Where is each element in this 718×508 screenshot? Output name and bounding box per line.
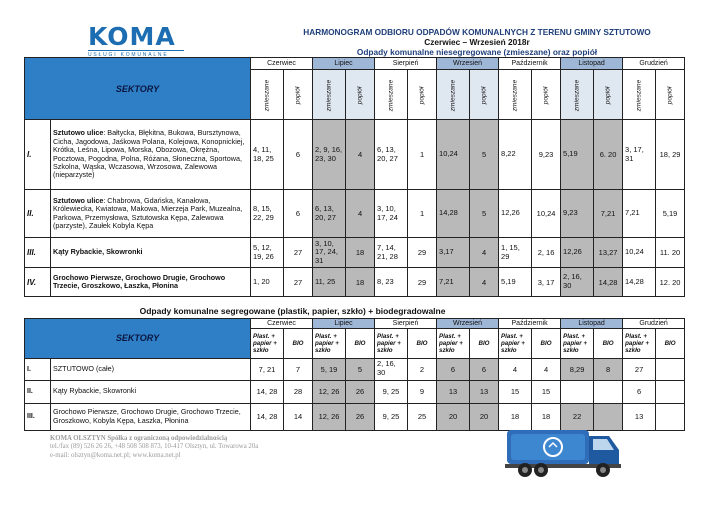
sectors-header: SEKTORY — [25, 318, 251, 358]
date-cell: 27 — [284, 238, 313, 268]
sub-header-bio: BIO — [532, 328, 561, 358]
date-cell: 13 — [437, 380, 470, 403]
month-header: Lipiec — [313, 318, 375, 328]
sector-number: I. — [25, 358, 51, 380]
sub-header-mixed: zmieszane — [499, 70, 532, 120]
date-cell: 12,26 — [499, 190, 532, 238]
date-cell: 4 — [346, 120, 375, 190]
date-cell: 4 — [470, 238, 499, 268]
schedule-table-mixed-waste — [24, 57, 685, 297]
sub-header-ash: popiół — [532, 70, 561, 120]
date-cell: 8,22 — [499, 120, 532, 190]
date-cell: 6 — [623, 380, 656, 403]
date-cell: 7,21 — [594, 190, 623, 238]
date-cell: 2, 16, 30 — [561, 268, 594, 297]
sub-header-plastic: Plast. + papier + szkło — [437, 328, 470, 358]
date-cell: 3, 10, 17, 24, 31 — [313, 238, 346, 268]
footer-contact — [50, 435, 450, 460]
table-row — [25, 380, 685, 403]
date-cell: 8,29 — [561, 358, 594, 380]
date-cell: 7 — [284, 358, 313, 380]
month-header: Grudzień — [623, 58, 685, 70]
date-cell: 4, 11, 18, 25 — [251, 120, 284, 190]
date-cell: 14 — [284, 403, 313, 430]
month-header: Sierpień — [375, 318, 437, 328]
date-cell: 6 — [284, 190, 313, 238]
date-cell: 4 — [532, 358, 561, 380]
sub-header-bio: BIO — [284, 328, 313, 358]
sector-number: IV. — [25, 268, 51, 297]
date-cell: 12. 20 — [656, 268, 685, 297]
sub-header-plastic: Plast. + papier + szkło — [623, 328, 656, 358]
sub-header-plastic: Plast. + papier + szkło — [561, 328, 594, 358]
date-cell: 10,24 — [623, 238, 656, 268]
date-cell: 27 — [284, 268, 313, 297]
date-cell: 1, 15, 29 — [499, 238, 532, 268]
date-cell: 14, 28 — [251, 403, 284, 430]
date-cell — [656, 358, 685, 380]
date-cell: 27 — [623, 358, 656, 380]
sub-header-mixed: zmieszane — [375, 70, 408, 120]
month-header: Czerwiec — [251, 58, 313, 70]
date-cell: 14,28 — [623, 268, 656, 297]
date-cell: 11. 20 — [656, 238, 685, 268]
date-cell: 11, 25 — [313, 268, 346, 297]
date-cell: 15 — [532, 380, 561, 403]
logo-tagline: USŁUGI KOMUNALNE — [88, 50, 184, 58]
garbage-truck-icon — [505, 420, 625, 480]
date-cell: 10,24 — [532, 190, 561, 238]
month-header: Czerwiec — [251, 318, 313, 328]
table-row — [25, 358, 685, 380]
date-cell — [656, 403, 685, 430]
date-cell: 12, 26 — [313, 380, 346, 403]
date-cell — [656, 380, 685, 403]
sector-number: II. — [25, 380, 51, 403]
date-cell: 20 — [437, 403, 470, 430]
date-cell: 7,21 — [437, 268, 470, 297]
page-subtitle: Odpady komunalne niesegregowane (zmieszane) oraz popiół — [356, 47, 598, 57]
date-cell: 4 — [346, 190, 375, 238]
date-cell: 9, 25 — [375, 380, 408, 403]
date-cell — [561, 380, 594, 403]
date-cell: 3,17 — [437, 238, 470, 268]
date-cell: 7,21 — [623, 190, 656, 238]
page-title: HARMONOGRAM ODBIORU ODPADÓW KOMUNALNYCH Z TERENU GMINY SZTUTOWO — [303, 27, 651, 37]
date-cell: 6, 13, 20, 27 — [313, 190, 346, 238]
date-cell: 9,23 — [532, 120, 561, 190]
date-cell: 5,19 — [499, 268, 532, 297]
date-cell: 2, 16, 30 — [375, 358, 408, 380]
sub-header-plastic: Plast. + papier + szkło — [375, 328, 408, 358]
month-header: Październik — [499, 58, 561, 70]
month-header: Lipiec — [313, 58, 375, 70]
sub-header-mixed: zmieszane — [623, 70, 656, 120]
date-cell: 15 — [499, 380, 532, 403]
sectors-header: SEKTORY — [25, 58, 251, 120]
date-cell: 6, 13, 20, 27 — [375, 120, 408, 190]
date-cell: 18 — [346, 268, 375, 297]
month-header: Listopad — [561, 58, 623, 70]
sub-header-bio: BIO — [594, 328, 623, 358]
sector-description: Sztutowo ulice: Chabrowa, Gdańska, Kanałowa, Królewiecka, Kwiatowa, Makowa, Mierzeja Park, Muzealna, Parkowa, Przemysłowa, Sztutowska Kępa, Zalewowa (parzyste), Zaułek Kobyla Kępa — [51, 190, 251, 238]
date-cell: 18 — [346, 238, 375, 268]
footer-phone: tel./fax (89) 526 26 26, +48 508 508 873, 10-417 Olsztyn, ul. Towarowa 20a — [50, 443, 259, 451]
date-cell: 14,28 — [594, 268, 623, 297]
date-cell: 5 — [346, 358, 375, 380]
date-cell: 9, 25 — [375, 403, 408, 430]
date-cell: 5,19 — [561, 120, 594, 190]
sector-number: III. — [25, 403, 51, 430]
month-header: Sierpień — [375, 58, 437, 70]
sector-description: Grochowo Pierwsze, Grochowo Drugie, Grochowo Trzecie, Groszkowo, Łaszka, Płonina — [51, 268, 251, 297]
month-header: Wrzesień — [437, 58, 499, 70]
date-cell: 13 — [470, 380, 499, 403]
date-cell: 5, 12, 19, 26 — [251, 238, 284, 268]
sector-number: III. — [25, 238, 51, 268]
date-cell: 5 — [470, 190, 499, 238]
date-cell: 6 — [470, 358, 499, 380]
date-cell: 13 — [623, 403, 656, 430]
date-cell: 10,24 — [437, 120, 470, 190]
sub-header-ash: popiół — [656, 70, 685, 120]
date-cell: 22 — [561, 403, 594, 430]
date-cell: 3, 10, 17, 24 — [375, 190, 408, 238]
footer-email: e-mail: olsztyn@koma.net.pl; www.koma.net.pl — [50, 451, 181, 459]
date-cell: 5 — [470, 120, 499, 190]
date-cell: 12, 26 — [313, 403, 346, 430]
sub-header-mixed: zmieszane — [251, 70, 284, 120]
table-row — [25, 190, 685, 238]
date-cell: 18 — [532, 403, 561, 430]
date-cell: 8, 23 — [375, 268, 408, 297]
date-cell — [594, 380, 623, 403]
sub-header-plastic: Plast. + papier + szkło — [251, 328, 284, 358]
date-cell: 18 — [499, 403, 532, 430]
sub-header-plastic: Plast. + papier + szkło — [313, 328, 346, 358]
month-header: Wrzesień — [437, 318, 499, 328]
table-row — [25, 238, 685, 268]
sub-header-ash: popiół — [408, 70, 437, 120]
sub-header-ash: popiół — [470, 70, 499, 120]
sector-number: I. — [25, 120, 51, 190]
date-cell: 2 — [408, 358, 437, 380]
date-cell: 2, 16 — [532, 238, 561, 268]
date-cell: 4 — [499, 358, 532, 380]
sub-header-ash: popiół — [594, 70, 623, 120]
date-cell: 1, 20 — [251, 268, 284, 297]
date-cell: 7, 14, 21, 28 — [375, 238, 408, 268]
date-cell: 12,26 — [561, 238, 594, 268]
koma-logo — [88, 22, 184, 58]
month-header: Październik — [499, 318, 561, 328]
date-cell: 26 — [346, 380, 375, 403]
date-cell: 6 — [284, 120, 313, 190]
section-title: Odpady komunalne segregowane (plastik, papier, szkło) + biodegradowalne — [139, 306, 446, 317]
logo-word: KOMA — [88, 22, 176, 51]
date-cell: 4 — [470, 268, 499, 297]
date-cell: 6. 20 — [594, 120, 623, 190]
sector-description: Grochowo Pierwsze, Grochowo Drugie, Grochowo Trzecie, Groszkowo, Kobyla Kępa, Łaszka, Płonina — [51, 403, 251, 430]
date-cell: 1 — [408, 120, 437, 190]
sector-number: II. — [25, 190, 51, 238]
sector-description: Kąty Rybackie, Skowronki — [51, 238, 251, 268]
date-cell: 25 — [408, 403, 437, 430]
page-period: Czerwiec – Wrzesień 2018r — [424, 37, 530, 47]
date-cell: 8 — [594, 358, 623, 380]
sector-description: Sztutowo ulice: Bałtycka, Błękitna, Bukowa, Bursztynowa, Cicha, Jagodowa, Jaśkowa Polana, Kolejowa, Konopnickiej, Krótka, Leśna, Lipowa, Morska, Obozowa, Okrężna, Pocztowa, Pogodna, Polna, Różana, Słoneczna, Sportowa, Szkolna, Wąska, Wczasowa, Wrzosowa, Zalewowa (nieparzyste) — [51, 120, 251, 190]
schedule-table-segregated-waste — [24, 305, 685, 431]
date-cell: 9 — [408, 380, 437, 403]
sub-header-ash: popiół — [284, 70, 313, 120]
sub-header-bio: BIO — [408, 328, 437, 358]
date-cell: 18, 29 — [656, 120, 685, 190]
date-cell: 8, 15, 22, 29 — [251, 190, 284, 238]
date-cell: 29 — [408, 268, 437, 297]
sub-header-bio: BIO — [656, 328, 685, 358]
date-cell: 13,27 — [594, 238, 623, 268]
sub-header-bio: BIO — [346, 328, 375, 358]
table-row — [25, 120, 685, 190]
sub-header-mixed: zmieszane — [313, 70, 346, 120]
table-row — [25, 268, 685, 297]
date-cell: 3, 17, 31 — [623, 120, 656, 190]
sector-description: Kąty Rybackie, Skowronki — [51, 380, 251, 403]
date-cell: 1 — [408, 190, 437, 238]
date-cell: 6 — [437, 358, 470, 380]
sub-header-mixed: zmieszane — [437, 70, 470, 120]
date-cell: 7, 21 — [251, 358, 284, 380]
date-cell: 29 — [408, 238, 437, 268]
footer-company: KOMA OLSZTYN Spółka z ograniczoną odpowiedzialnością — [50, 435, 228, 442]
date-cell: 3, 17 — [532, 268, 561, 297]
sub-header-bio: BIO — [470, 328, 499, 358]
date-cell: 9,23 — [561, 190, 594, 238]
date-cell: 2, 9, 16, 23, 30 — [313, 120, 346, 190]
sub-header-ash: popiół — [346, 70, 375, 120]
date-cell: 26 — [346, 403, 375, 430]
month-header: Listopad — [561, 318, 623, 328]
sector-description: SZTUTOWO (całe) — [51, 358, 251, 380]
sub-header-mixed: zmieszane — [561, 70, 594, 120]
month-header: Grudzień — [623, 318, 685, 328]
date-cell: 14, 28 — [251, 380, 284, 403]
date-cell: 5,19 — [656, 190, 685, 238]
date-cell: 28 — [284, 380, 313, 403]
date-cell: 14,28 — [437, 190, 470, 238]
date-cell: 20 — [470, 403, 499, 430]
date-cell: 5, 19 — [313, 358, 346, 380]
sub-header-plastic: Plast. + papier + szkło — [499, 328, 532, 358]
